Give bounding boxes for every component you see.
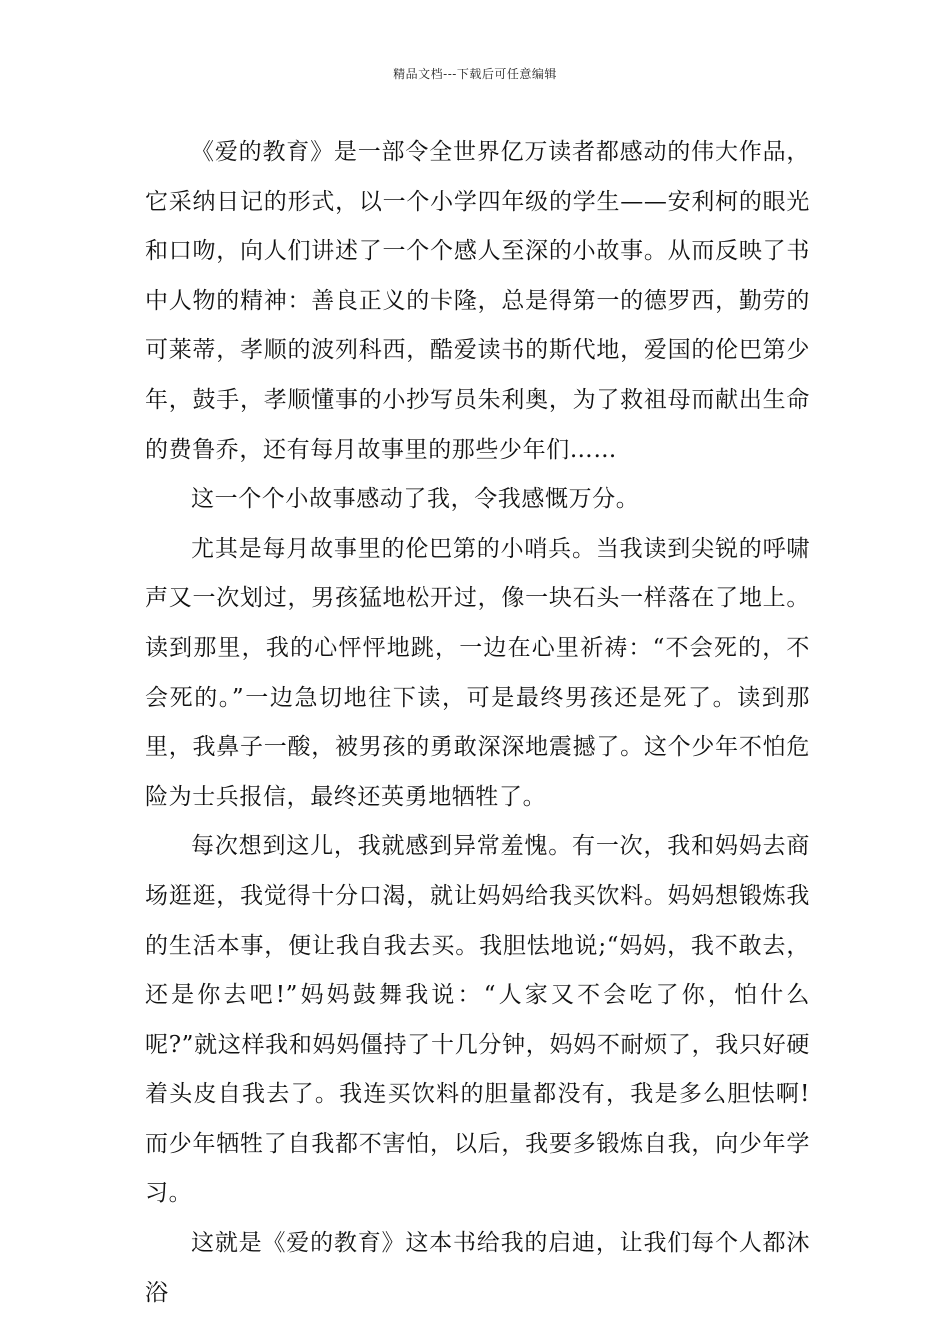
paragraph-shopping: 每次想到这儿，我就感到异常羞愧。有一次，我和妈妈去商场逛逛，我觉得十分口渴，就让妈妈给我买饮料。妈妈想锻炼我的生活本事，便让我自我去买。我胆怯地说;“妈妈，我不敢去，还是你去吧!”妈妈鼓舞我说：“人家又不会吃了你，怕什么呢?”就这样我和妈妈僵持了十几分钟，妈妈不耐烦了，我只好硬着头皮自我去了。我连买饮料的胆量都没有，我是多么胆怯啊!而少年牺牲了自我都不害怕，以后，我要多锻炼自我，向少年学习。 bbox=[145, 833, 810, 1207]
paragraph-touched: 这一个个小故事感动了我，令我感慨万分。 bbox=[191, 486, 640, 513]
paragraph-conclusion: 这就是《爱的教育》这本书给我的启迪，让我们每个人都沐浴 bbox=[145, 1230, 810, 1306]
paragraph-intro: 《爱的教育》是一部令全世界亿万读者都感动的伟大作品，它采纳日记的形式，以一个小学四年级的学生——安利柯的眼光和口吻，向人们讲述了一个个感人至深的小故事。从而反映了书中人物的精神：善良正义的卡隆，总是得第一的德罗西，勤劳的可莱蒂，孝顺的波列科西，酷爱读书的斯代地，爱国的伦巴第少年，鼓手，孝顺懂事的小抄写员朱利奥，为了救祖母而献出生命的费鲁乔，还有每月故事里的那些少年们…… bbox=[145, 139, 810, 463]
paragraph-sentry: 尤其是每月故事里的伦巴第的小哨兵。当我读到尖锐的呼啸声又一次划过，男孩猛地松开过，像一块石头一样落在了地上。读到那里，我的心怦怦地跳，一边在心里祈祷：“不会死的，不会死的。”一边急切地往下读，可是最终男孩还是死了。读到那里，我鼻子一酸，被男孩的勇敢深深地震撼了。这个少年不怕危险为士兵报信，最终还英勇地牺牲了。 bbox=[145, 535, 810, 810]
page-header: 精品文档---下载后可任意编辑 bbox=[393, 67, 557, 81]
document-body bbox=[145, 128, 810, 1318]
